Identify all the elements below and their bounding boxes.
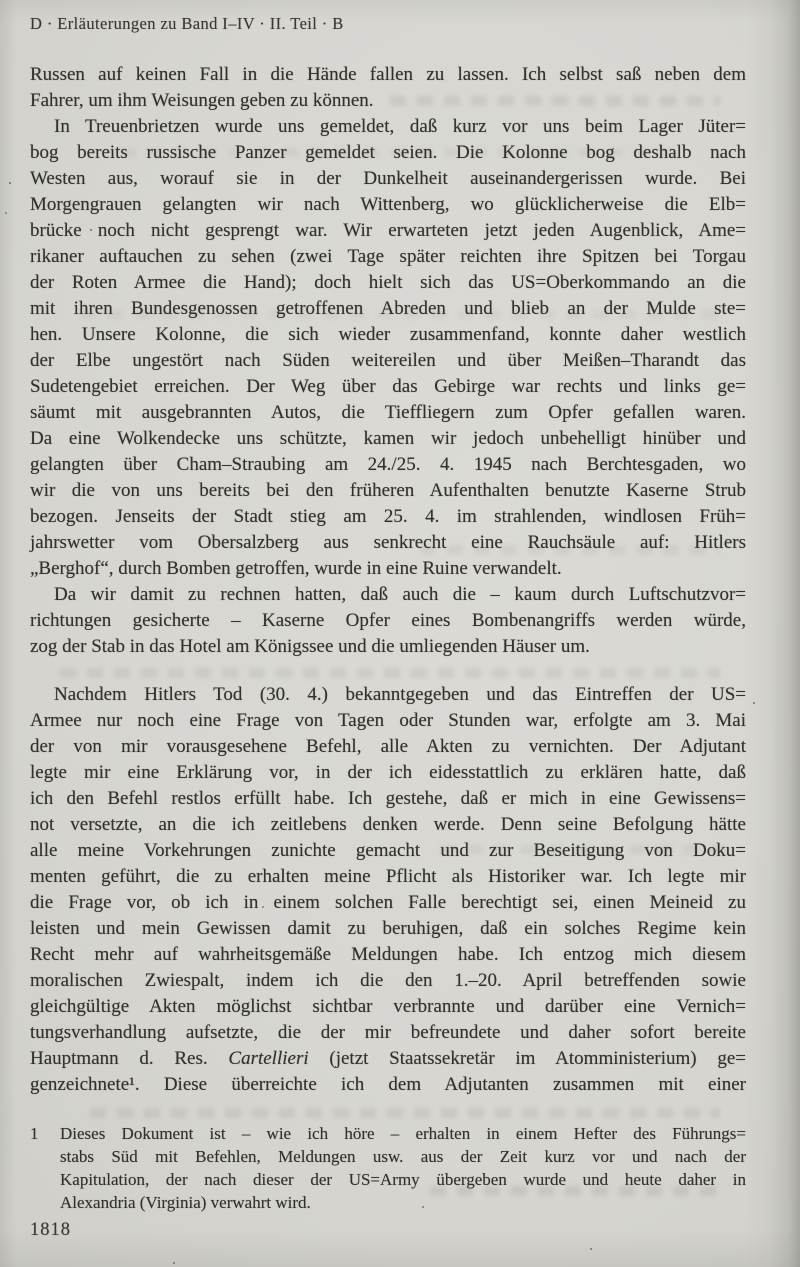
text-line: Fahrer, um ihm Weisungen geben zu können.: [30, 90, 374, 111]
text-line: tungsverhandlung aufsetzte, die der mir befreundete und daher sofort bereite: [30, 1022, 746, 1043]
paragraph: [30, 682, 746, 1098]
text-line: Sudetengebiet erreichen. Der Weg über das Gebirge war rechts und links ge=: [30, 376, 746, 397]
page-number: 1818: [30, 1220, 71, 1240]
footnote-line: Kapitulation, der nach dieser der US=Army übergeben wurde und heute daher in: [60, 1170, 746, 1189]
text-line: „Berghof“, durch Bomben getroffen, wurde in eine Ruine verwandelt.: [30, 558, 562, 579]
text-line: not versetzte, an die ich zeitlebens denken werde. Denn seine Befolgung hätte: [30, 814, 746, 835]
text-line: Armee nur noch eine Frage von Tagen oder Stunden war, erfolgte am 3. Mai: [30, 710, 746, 731]
text-line: gelangten über Cham–Straubing am 24./25. 4. 1945 nach Berchtesgaden, wo: [30, 454, 746, 475]
text-line: brücke noch nicht gesprengt war. Wir erwarteten jetzt jeden Augenblick, Ame=: [30, 220, 746, 241]
text-line: der Elbe ungestört nach Süden weitereilen und über Meißen–Tharandt das: [30, 350, 746, 371]
text-line: Recht mehr auf wahrheitsgemäße Meldungen habe. Ich entzog mich diesem: [30, 944, 746, 965]
text-line: jahrswetter vom Obersalzberg aus senkrecht eine Rauchsäule auf: Hitlers: [30, 532, 746, 553]
text-line: hen. Unsere Kolonne, die sich wieder zusammenfand, konnte daher westlich: [30, 324, 746, 345]
text-line: rikaner auftauchen zu sehen (zwei Tage später reichten ihre Spitzen bei Torgau: [30, 246, 746, 267]
running-header-text: D · Erläuterungen zu Band I–IV · II. Teil · B: [30, 14, 344, 33]
text-line: Da wir damit zu rechnen hatten, daß auch die – kaum durch Luftschutzvor=: [54, 584, 746, 605]
text-line: der von mir vorausgesehene Befehl, alle Akten zu vernichten. Der Adjutant: [30, 736, 746, 757]
text-line: In Treuenbrietzen wurde uns gemeldet, daß kurz vor uns beim Lager Jüter=: [54, 116, 746, 137]
text-line: moralischen Zwiespalt, indem ich die den 1.–20. April betreffenden sowie: [30, 970, 746, 991]
text-line: richtungen gesicherte – Kaserne Opfer eines Bombenangriffs werden würde,: [30, 610, 746, 631]
text-line: Russen auf keinen Fall in die Hände fallen zu lassen. Ich selbst saß neben dem: [30, 64, 746, 85]
text-line: Westen aus, worauf sie in der Dunkelheit auseinandergerissen wurde. Bei: [30, 168, 746, 189]
running-header: [30, 14, 746, 34]
footnote-line: Alexandria (Virginia) verwahrt wird.: [60, 1193, 311, 1212]
text-line: die Frage vor, ob ich in einem solchen Falle berechtigt sei, einen Meineid zu: [30, 892, 746, 913]
text-line: Da eine Wolkendecke uns schützte, kamen wir jedoch unbehelligt hinüber und: [30, 428, 746, 449]
footnote-line: stabs Süd mit Befehlen, Meldungen usw. aus der Zeit kurz vor und nach der: [60, 1147, 746, 1166]
text-line: säumt mit ausgebrannten Autos, die Tieffliegern zum Opfer gefallen waren.: [30, 402, 746, 423]
text-line: Hauptmann d. Res. Cartellieri (jetzt Staatssekretär im Atomministerium) ge=: [30, 1048, 746, 1069]
text-line: legte mir eine Erklärung vor, in der ich eidesstattlich zu erklären hatte, daß: [30, 762, 746, 783]
footnote: [30, 1122, 746, 1214]
footnote-number: 1: [30, 1124, 39, 1143]
text-line: Morgengrauen gelangten wir nach Wittenberg, wo glücklicherweise die Elb=: [30, 194, 746, 215]
text-line: alle meine Vorkehrungen zunichte gemacht und zur Beseitigung von Doku=: [30, 840, 746, 861]
text-line: Nachdem Hitlers Tod (30. 4.) bekanntgegeben und das Eintreffen der US=: [54, 684, 746, 705]
text-line: der Roten Armee die Hand); doch hielt sich das US=Oberkommando an die: [30, 272, 746, 293]
text-line: genzeichnete¹. Diese überreichte ich dem Adjutanten zusammen mit einer: [30, 1074, 746, 1095]
text-line: mit ihren Bundesgenossen getroffenen Abreden und blieb an der Mulde ste=: [30, 298, 746, 319]
text-line: bezogen. Jenseits der Stadt stieg am 25. 4. im strahlenden, windlosen Früh=: [30, 506, 746, 527]
page-content: [30, 62, 746, 1214]
text-line: zog der Stab in das Hotel am Königssee und die umliegenden Häuser um.: [30, 636, 590, 657]
text-line: menten geführt, die zu erhalten meine Pflicht als Historiker war. Ich legte mir: [30, 866, 746, 887]
footnote-text: [60, 1122, 746, 1214]
footnote-line: Dieses Dokument ist – wie ich höre – erhalten in einem Hefter des Führungs=: [60, 1124, 746, 1143]
text-line: gleichgültige Akten möglichst sichtbar verbrannte und darüber eine Vernich=: [30, 996, 746, 1017]
text-line: wir die von uns bereits bei den früheren Aufenthalten benutzte Kaserne Strub: [30, 480, 746, 501]
text-line: bog bereits russische Panzer gemeldet seien. Die Kolonne bog deshalb nach: [30, 142, 746, 163]
body-text: [30, 62, 746, 1098]
text-line: leisten und mein Gewissen damit zu beruhigen, daß ein solches Regime kein: [30, 918, 746, 939]
scan-speckles: [0, 0, 2, 2]
paragraph: [30, 582, 746, 660]
paragraph: [30, 62, 746, 114]
paragraph: [30, 114, 746, 582]
text-line: ich den Befehl restlos erfüllt habe. Ich gestehe, daß er mich in eine Gewissens=: [30, 788, 746, 809]
